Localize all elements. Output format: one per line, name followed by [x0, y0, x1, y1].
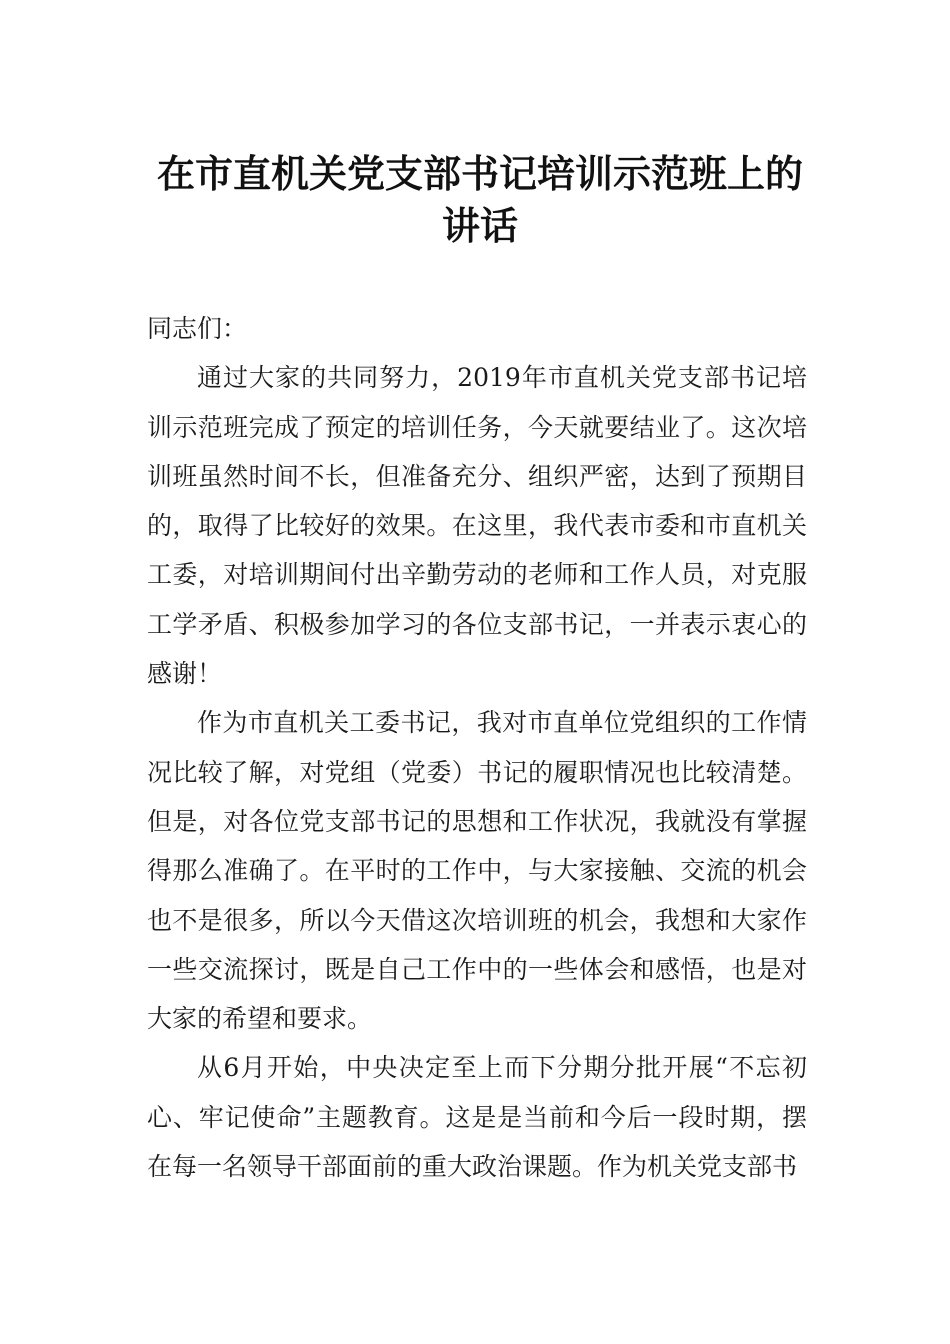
paragraph-2: 作为市直机关工委书记，我对市直单位党组织的工作情况比较了解，对党组（党委）书记的履职情况也比较清楚。但是，对各位党支部书记的思想和工作状况，我就没有掌握得那么准确了。在平时的工作中，与大家接触、交流的机会也不是很多，所以今天借这次培训班的机会，我想和大家作一些交流探讨，既是自己工作中的一些体会和感悟，也是对大家的希望和要求。 — [147, 708, 807, 1034]
document-title: 在市直机关党支部书记培训示范班上的讲话 — [156, 151, 803, 248]
document-body — [147, 304, 807, 1191]
paragraph-3: 从6月开始，中央决定至上而下分期分批开展“不忘初心、牢记使命”主题教育。这是是当前和今后一段时期，摆在每一名领导干部面前的重大政治课题。作为机关党支部书 — [147, 1053, 807, 1182]
paragraph-1: 通过大家的共同努力，2019年市直机关党支部书记培训示范班完成了预定的培训任务，今天就要结业了。这次培训班虽然时间不长，但准备充分、组织严密，达到了预期目的，取得了比较好的效果。在这里，我代表市委和市直机关工委，对培训期间付出辛勤劳动的老师和工作人员，对克服工学矛盾、积极参加学习的各位支部书记，一并表示衷心的感谢！ — [147, 363, 807, 689]
salutation: 同志们： — [147, 314, 248, 343]
